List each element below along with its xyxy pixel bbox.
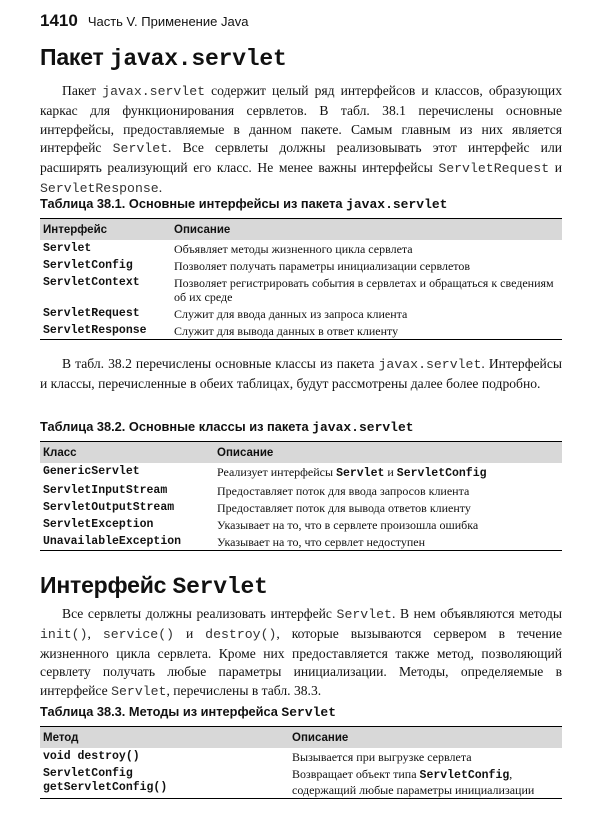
table-caption-interfaces: Таблица 38.1. Основные интерфейсы из пакета javax.servlet <box>40 196 448 212</box>
table-row: ServletInputStream Предоставляет поток для ввода запросов клиента <box>43 483 470 498</box>
table-caption-classes: Таблица 38.2. Основные классы из пакета javax.servlet <box>40 419 414 435</box>
part-title: Часть V. Применение Java <box>87 14 249 29</box>
section-title-package: Пакет javax.servlet <box>40 44 287 72</box>
column-header: Описание <box>214 442 562 464</box>
table-methods <box>40 726 562 799</box>
section-title-servlet-interface: Интерфейс Servlet <box>40 572 268 600</box>
column-header: Класс <box>40 442 214 464</box>
column-header: Описание <box>289 727 562 749</box>
table-row: ServletException Указывает на то, что в сервлете произошла ошибка <box>43 517 479 532</box>
column-header: Описание <box>171 219 562 241</box>
table-row: ServletContext Позволяет регистрировать события в сервлетах и обращаться к сведениям об их среде <box>43 275 554 304</box>
table-interfaces <box>40 218 562 340</box>
table-row: ServletResponse Служит для вывода данных в ответ клиенту <box>40 322 562 340</box>
table-row: UnavailableException Указывает на то, что сервлет недоступен <box>40 533 562 551</box>
table-row: ServletConfig Позволяет получать параметры инициализации сервлетов <box>43 258 471 273</box>
paragraph-servlet-interface: Все сервлеты должны реализовать интерфейс Servlet. В нем объявляются методы init(), service() и destroy(), которые вызываются сервером в течение жизненного цикла сервлета. Кроме них предоставляется также метод, позволяющий сервлету получать любые параметры инициализации. Методы, определяемые в интерфейсе Servlet, перечислены в табл. 38.3. <box>40 606 563 700</box>
table-row: void destroy() Вызывается при выгрузке сервлета <box>43 749 472 764</box>
table-classes <box>40 441 562 551</box>
page-header <box>40 11 248 31</box>
table-row: ServletRequest Служит для ввода данных из запроса клиента <box>43 306 408 321</box>
table-row: GenericServlet Реализует интерфейсы Servlet и ServletConfig <box>43 464 487 480</box>
page-number: 1410 <box>40 11 78 30</box>
table-caption-methods: Таблица 38.3. Методы из интерфейса Servlet <box>40 704 337 720</box>
table-row: ServletConfig getServletConfig() Возвращает объект типа ServletConfig, содержащий любые параметры инициализации <box>40 765 562 799</box>
column-header: Интерфейс <box>40 219 171 241</box>
paragraph-classes-intro: В табл. 38.2 перечислены основные классы из пакета javax.servlet. Интерфейсы и классы, перечисленные в обеих таблицах, будут рассмотрены далее более подробно. <box>40 356 562 391</box>
paragraph-package-intro: Пакет javax.servlet содержит целый ряд интерфейсов и классов, образующих каркас для функционирования сервлетов. В табл. 38.1 перечислены основные интерфейсы, предоставляемые в данном пакете. Самым главным из них является интерфейс Servlet. Все сервлеты должны реализовывать этот интерфейс или расширять реализующий его класс. Не менее важны интерфейсы ServletRequest и ServletResponse. <box>40 83 562 196</box>
table-row: ServletOutputStream Предоставляет поток для вывода ответов клиенту <box>43 500 471 515</box>
column-header: Метод <box>40 727 289 749</box>
table-row: Servlet Объявляет методы жизненного цикла сервлета <box>43 241 413 256</box>
